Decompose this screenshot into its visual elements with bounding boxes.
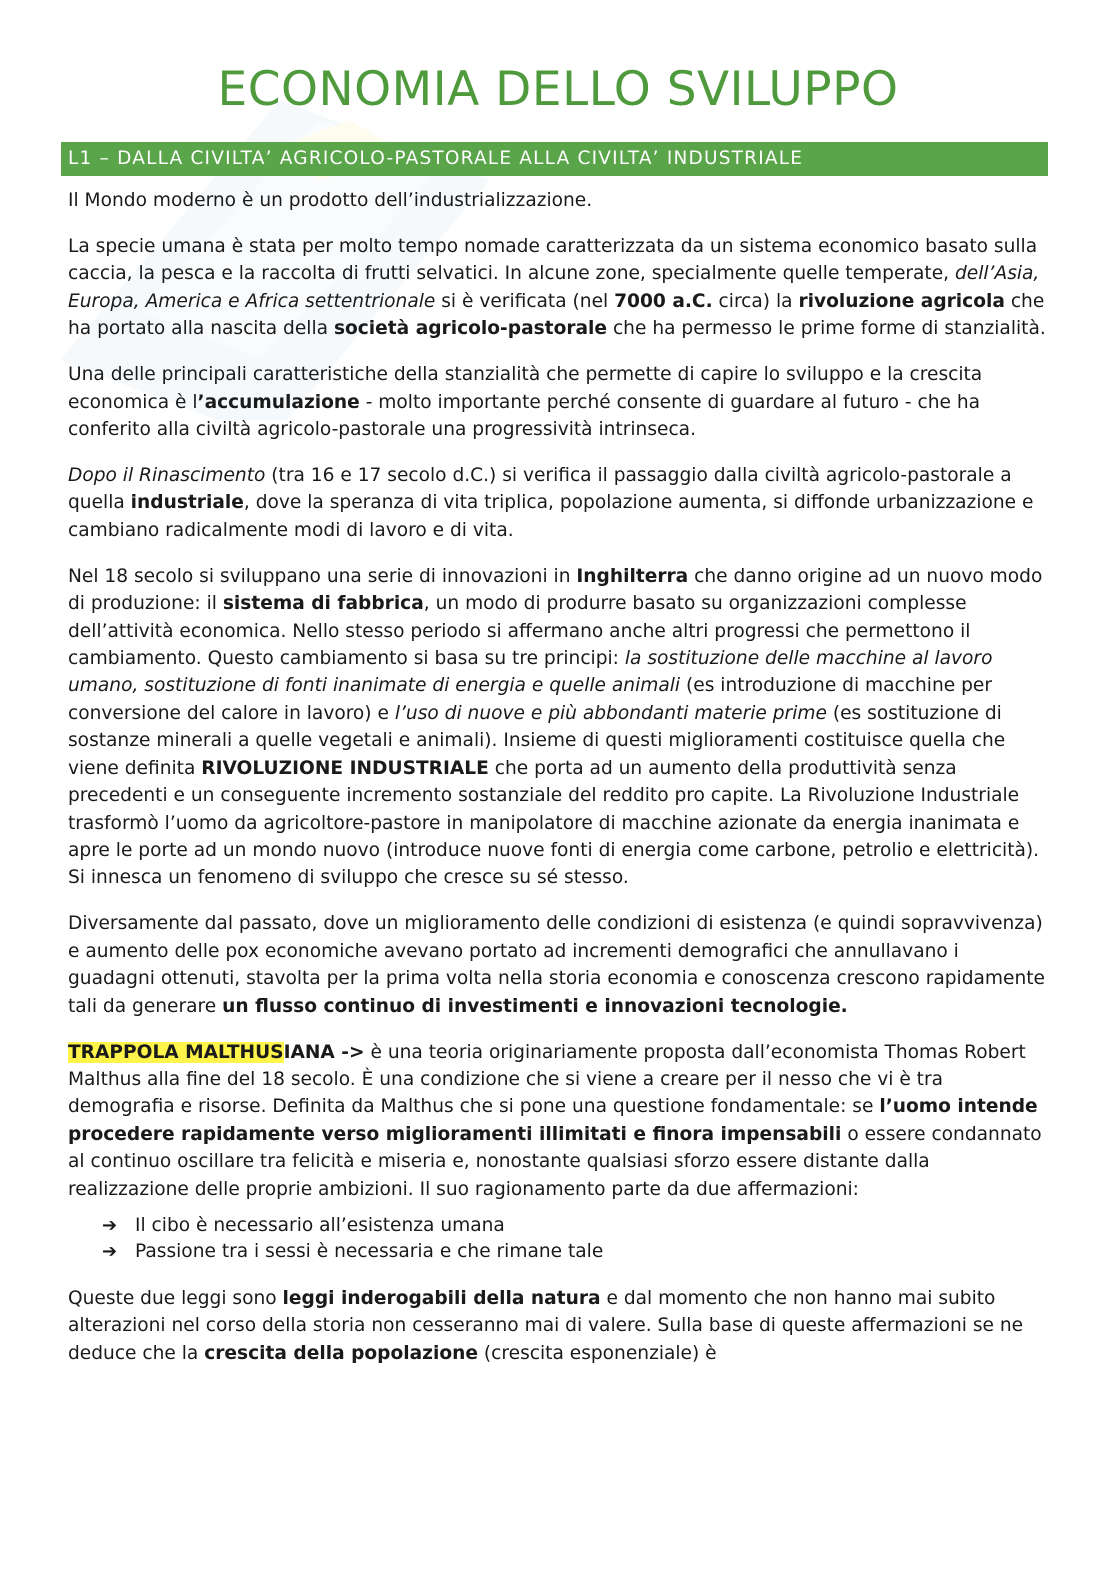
paragraph-6: Diversamente dal passato, dove un miglioramento delle condizioni di esistenza (e quindi sopravvivenza) e aumento delle pox economiche avevano portato ad incrementi demografici che annullavano i guadagni ottenuti, stavolta per la prima volta nella storia economia e conoscenza crescono rapidamente tali da generare un flusso continuo di investimenti e innovazioni tecnologie. (68, 913, 1045, 1017)
list-item: ➔ Il cibo è necessario all’esistenza umana (102, 1213, 1048, 1239)
arrow-right-icon: ➔ (102, 1240, 118, 1262)
paragraph-2: La specie umana è stata per molto tempo nomade caratterizzata da un sistema economico basato sulla caccia, la pesca e la raccolta di frutti selvatici. In alcune zone, specialmente quelle temperate, dell’Asia, Europa, America e Africa settentrionale si è verificata (nel 7000 a.C. circa) la rivoluzione agricola che ha portato alla nascita della società agricolo-pastorale che ha permesso le prime forme di stanzialità. (68, 236, 1046, 340)
highlighted-term: TRAPPOLA MALTHUS (68, 1041, 284, 1063)
paragraph-1: Il Mondo moderno è un prodotto dell’industrializzazione. (68, 190, 593, 211)
document-title: ECONOMIA DELLO SVILUPPO (217, 62, 899, 117)
document-body (68, 187, 1048, 1386)
paragraph-5: Nel 18 secolo si sviluppano una serie di innovazioni in Inghilterra che danno origine ad un nuovo modo di produzione: il sistema di fabbrica, un modo di produrre basato su organizzazioni complesse dell’attività economica. Nello stesso periodo si affermano anche altri progressi che permettono il cambiamento. Questo cambiamento si basa su tre principi: la sostituzione delle macchine al lavoro umano, sostituzione di fonti inanimate di energia e quelle animali (es introduzione di macchine per conversione del calore in lavoro) e l’uso di nuove e più abbondanti materie prime (es sostituzione di sostanze minerali a quelle vegetali e animali). Insieme di questi miglioramenti costituisce quella che viene definita RIVOLUZIONE INDUSTRIALE che porta ad un aumento della produttività senza precedenti e un conseguente incremento sostanziale del reddito pro capite. La Rivoluzione Industriale trasformò l’uomo da agricoltore-pastore in manipolatore di macchine azionate da energia inanimata e apre le porte ad un mondo nuovo (introduce nuove fonti di energia come carbone, petrolio e elettricità). Si innesca un fenomeno di sviluppo che cresce su sé stesso. (68, 565, 1043, 889)
section-heading: L1 – DALLA CIVILTA’ AGRICOLO-PASTORALE ALLA CIVILTA’ INDUSTRIALE (61, 142, 1048, 176)
arrow-right-icon: ➔ (102, 1214, 118, 1236)
arrow-list (68, 1213, 1048, 1265)
list-item: ➔ Passione tra i sessi è necessaria e che rimane tale (102, 1239, 1048, 1265)
paragraph-8: Queste due leggi sono leggi inderogabili della natura e dal momento che non hanno mai subito alterazioni nel corso della storia non cesseranno mai di valere. Sulla base di queste affermazioni se ne deduce che la crescita della popolazione (crescita esponenziale) è (68, 1287, 1024, 1364)
paragraph-4: Dopo il Rinascimento (tra 16 e 17 secolo d.C.) si verifica il passaggio dalla civiltà agricolo-pastorale a quella industriale, dove la speranza di vita triplica, popolazione aumenta, si diffonde urbanizzazione e cambiano radicalmente modi di lavoro e di vita. (68, 465, 1034, 541)
paragraph-7: TRAPPOLA MALTHUSIANA -> è una teoria originariamente proposta dall’economista Thomas Robert Malthus alla fine del 18 secolo. È una condizione che si viene a creare per il nesso che vi è tra demografia e risorse. Definita da Malthus che si pone una questione fondamentale: se l’uomo intende procedere rapidamente verso miglioramenti illimitati e finora impensabili o essere condannato al continuo oscillare tra felicità e miseria e, nonostante qualsiasi sforzo essere distante dalla realizzazione delle proprie ambizioni. Il suo ragionamento parte da due affermazioni: (68, 1041, 1042, 1200)
paragraph-3: Una delle principali caratteristiche della stanzialità che permette di capire lo sviluppo e la crescita economica è l’accumulazione - molto importante perché consente di guardare al futuro - che ha conferito alla civiltà agricolo-pastorale una progressività intrinseca. (68, 364, 983, 441)
